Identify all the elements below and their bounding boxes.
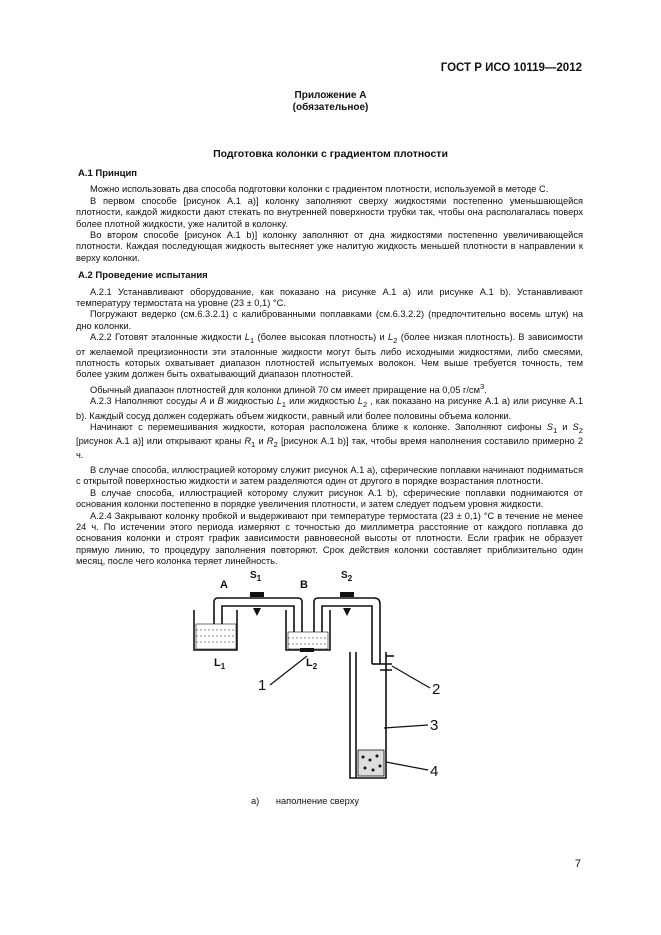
siphon-s2 [314, 598, 380, 664]
label-l1: $L_1$ [214, 657, 226, 671]
callout-1: 1 [258, 677, 267, 694]
body-text [76, 165, 583, 568]
heading-a2: А.2 Проведение испытания [78, 270, 208, 282]
liquid-b [288, 632, 328, 649]
paragraph: А.2.4 Закрывают колонку пробкой и выдерживают при температуре термостата (23 ± 0,1) °С в течение не менее 24 ч. По истечении этого периода измеряют с точностью до миллиметра расстояние от каждого поплавка до основания колонки и строят график зависимости равновесной высоты от плотности. Если график не образует прямую линию, то процедуру заполнения повторяют. Срок действия колонки составляет приблизительно один месяц, после чего колонка теряет линейность. [76, 510, 583, 567]
paragraph: Начинают с перемешивания жидкости, которая расположена ближе к колонке. Заполняют сифоны $S_1$ и $S_2$ [рисунок А.1 a)] или открывают краны $R_1$ и $R_2$ [рисунок А.1 b)] так, чтобы время наполнения составило примерно 2 ч. [76, 421, 584, 461]
callout-line-2 [392, 666, 430, 688]
paragraph: Во втором способе [рисунок А.1 b)] колонку заполняют от дна жидкостями постепенно увеличивающейся плотности. Каждая последующая жидкость вытесняет уже налитую жидкость меньшей плотности в направлении к верху колонки. [76, 230, 583, 263]
caption-text: наполнение сверху [275, 796, 360, 806]
label-l2: $L_2$ [306, 657, 318, 671]
figure-label-s1: $S_1$ [250, 570, 262, 583]
paragraph: А.2.1 Устанавливают оборудование, как показано на рисунке А.1 a) или рисунке А.1 b). Устанавливают температуру термостата на уровне (23 ± 0,1) °С. [76, 286, 583, 309]
paragraph: А.2.2 Готовят эталонные жидкости $L_1$ (более высокая плотность) и $L_2$ (более низкая плотность). В зависимости от желаемой прецизионности эти эталонные жидкости могут быть либо исходными жидкостями, либо смесями, плотность которых охватывает диапазон плотностей испытуемых волокон. Чем выше требуется точность, тем более узким должен быть охватывающий диапазон плотностей. [76, 332, 583, 380]
paragraph: В случае способа, иллюстрацией которому служит рисунок А.1 b), сферические поплавки поднимаются от основания колонки постепенно в порядке увеличения плотности, и затем следует подъем уровня жидкости. [76, 487, 583, 510]
callout-line-1 [270, 656, 307, 685]
paragraph: Обычный диапазон плотностей для колонки длиной 70 см имеет приращение на 0,05 $г/см^3$. [90, 381, 487, 395]
label-b: B [300, 579, 308, 591]
appendix-status: (обязательное) [292, 102, 369, 113]
page-number: 7 [574, 858, 581, 870]
floats-bucket [358, 750, 384, 776]
paragraph: Можно использовать два способа подготовки колонки с градиентом плотности, используемой в методе С. [90, 184, 549, 195]
liquid-a [196, 624, 236, 649]
callout-2: 2 [432, 681, 441, 698]
clamp-s1 [250, 592, 264, 597]
caption-letter: a) [251, 796, 260, 806]
callout-3: 3 [430, 717, 439, 734]
figure-caption [251, 796, 373, 806]
callout-line-4 [386, 762, 428, 770]
paragraph: В случае способа, иллюстрацией которому служит рисунок А.1 a), сферические поплавки начинают подниматься с открытой поверхностью жидкости и затем разделяются один от другого в порядке возрастания плотности. [76, 464, 583, 487]
stirrer [300, 648, 314, 652]
heading-a1: А.1 Принцип [78, 168, 138, 179]
paragraph: А.2.3 Наполняют сосуды A и B жидкостью $L_1$ или жидкостью $L_2$ , как показано на рисунке А.1 a) или рисунке А.1 b). Каждый сосуд должен содержать объем жидкости, равный или более половины объема колонки. [76, 396, 583, 421]
figure-column-setup [180, 579, 470, 790]
callout-4: 4 [430, 763, 439, 780]
callout-line-3 [384, 725, 428, 728]
document-id: ГОСТ Р ИСО 10119—2012 [440, 62, 582, 74]
section-title: Подготовка колонки с градиентом плотности [213, 148, 448, 160]
label-a: A [220, 579, 228, 591]
clamp-s2 [340, 592, 354, 597]
paragraph: В первом способе [рисунок А.1 a)] колонку заполняют сверху жидкостями постепенно уменьшающейся плотности, каждой жидкости дают стекать по внутренней поверхности трубки так, чтобы она располагалась поверх более плотной жидкости, уже налитой в колонку. [76, 195, 583, 229]
appendix-title: Приложение А [294, 90, 367, 101]
figure-label-s2: $S_2$ [341, 570, 353, 583]
paragraph: Погружают ведерко (см.6.3.2.1) с калиброванными поплавками (см.6.3.2.2) (предпочтительно восемь штук) на дно колонки. [76, 309, 583, 331]
